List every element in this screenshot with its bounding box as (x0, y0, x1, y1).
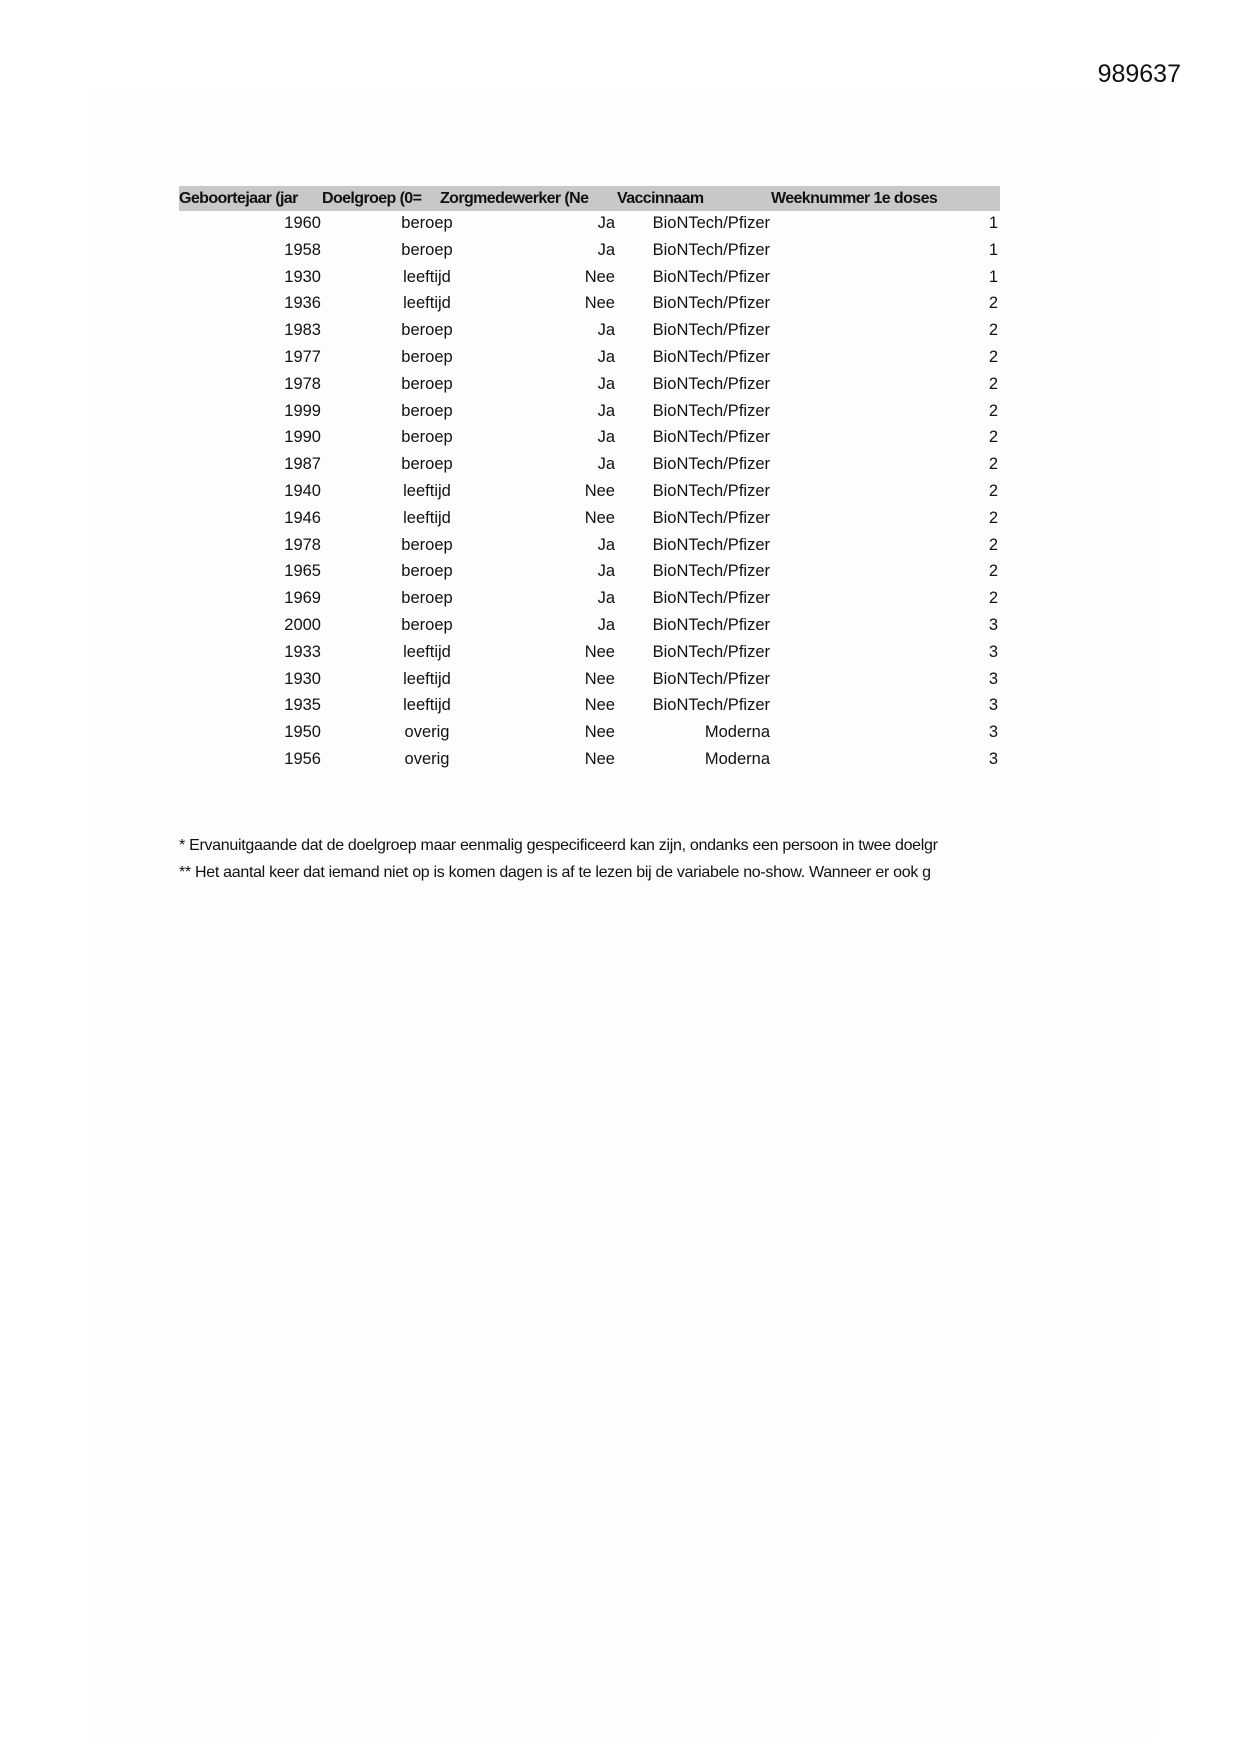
cell-zorgmedewerker: Ja (597, 321, 615, 340)
cell-doelgroep: leeftijd (403, 267, 451, 286)
cell-zorgmedewerker: Nee (584, 642, 615, 661)
cell-zorgmedewerker: Nee (584, 696, 615, 715)
header-weeknummer: Weeknummer 1e doses (771, 190, 938, 207)
cell-vaccinnaam: BioNTech/Pfizer (652, 240, 770, 259)
table-row (179, 291, 1000, 318)
cell-vaccinnaam: BioNTech/Pfizer (652, 562, 770, 581)
cell-geboortejaar: 1933 (284, 642, 321, 661)
vaccination-table (179, 186, 1000, 774)
footnote-2: ** Het aantal keer dat iemand niet op is komen dagen is af te lezen bij de variabele no-show. Wanneer er ook g (179, 864, 931, 881)
table-row (179, 506, 1000, 533)
cell-doelgroep: leeftijd (403, 669, 451, 688)
cell-vaccinnaam: BioNTech/Pfizer (652, 669, 770, 688)
cell-geboortejaar: 1965 (284, 562, 321, 581)
cell-geboortejaar: 1935 (284, 696, 321, 715)
cell-vaccinnaam: BioNTech/Pfizer (652, 535, 770, 554)
header-doelgroep: Doelgroep (0= (322, 190, 422, 207)
cell-vaccinnaam: BioNTech/Pfizer (652, 615, 770, 634)
cell-geboortejaar: 1960 (284, 214, 321, 232)
cell-weeknummer: 3 (988, 669, 998, 688)
cell-vaccinnaam: BioNTech/Pfizer (652, 508, 770, 527)
cell-vaccinnaam: Moderna (704, 723, 770, 742)
table-header-row (179, 186, 1000, 211)
cell-doelgroep: beroep (401, 347, 453, 366)
table-row (179, 613, 1000, 640)
cell-weeknummer: 2 (988, 535, 998, 554)
cell-zorgmedewerker: Ja (597, 589, 615, 608)
cell-weeknummer: 2 (988, 508, 998, 527)
cell-doelgroep: beroep (401, 428, 453, 447)
cell-doelgroep: beroep (401, 615, 453, 634)
cell-vaccinnaam: BioNTech/Pfizer (652, 481, 770, 500)
cell-weeknummer: 3 (988, 749, 998, 768)
cell-geboortejaar: 1936 (284, 294, 321, 313)
cell-weeknummer: 2 (988, 294, 998, 313)
table-row (179, 238, 1000, 265)
cell-geboortejaar: 1969 (284, 589, 321, 608)
header-vaccinnaam: Vaccinnaam (617, 190, 704, 207)
cell-zorgmedewerker: Nee (584, 267, 615, 286)
table-row (179, 693, 1000, 720)
cell-vaccinnaam: BioNTech/Pfizer (652, 401, 770, 420)
table-row (179, 318, 1000, 345)
cell-geboortejaar: 1950 (284, 723, 321, 742)
cell-zorgmedewerker: Ja (597, 240, 615, 259)
cell-zorgmedewerker: Ja (597, 615, 615, 634)
cell-zorgmedewerker: Ja (597, 455, 615, 474)
table-row (179, 747, 1000, 774)
cell-vaccinnaam: BioNTech/Pfizer (652, 642, 770, 661)
cell-zorgmedewerker: Ja (597, 374, 615, 393)
cell-geboortejaar: 1956 (284, 749, 321, 768)
cell-zorgmedewerker: Ja (597, 401, 615, 420)
cell-geboortejaar: 1946 (284, 508, 321, 527)
cell-geboortejaar: 1978 (284, 535, 321, 554)
cell-doelgroep: beroep (401, 562, 453, 581)
cell-geboortejaar: 1987 (284, 455, 321, 474)
header-geboortejaar: Geboortejaar (jar (179, 190, 298, 207)
cell-doelgroep: beroep (401, 321, 453, 340)
cell-geboortejaar: 1930 (284, 267, 321, 286)
cell-vaccinnaam: BioNTech/Pfizer (652, 321, 770, 340)
cell-weeknummer: 2 (988, 562, 998, 581)
table-row (179, 667, 1000, 694)
cell-vaccinnaam: BioNTech/Pfizer (652, 214, 770, 232)
cell-zorgmedewerker: Nee (584, 669, 615, 688)
cell-doelgroep: beroep (401, 455, 453, 474)
cell-weeknummer: 2 (988, 321, 998, 340)
cell-vaccinnaam: BioNTech/Pfizer (652, 347, 770, 366)
table-row (179, 720, 1000, 747)
table-row (179, 559, 1000, 586)
cell-weeknummer: 1 (988, 267, 998, 286)
cell-weeknummer: 2 (988, 589, 998, 608)
cell-weeknummer: 3 (988, 615, 998, 634)
cell-zorgmedewerker: Ja (597, 214, 615, 232)
cell-zorgmedewerker: Nee (584, 723, 615, 742)
cell-weeknummer: 2 (988, 481, 998, 500)
cell-geboortejaar: 1978 (284, 374, 321, 393)
cell-vaccinnaam: BioNTech/Pfizer (652, 267, 770, 286)
cell-doelgroep: beroep (401, 401, 453, 420)
cell-weeknummer: 1 (988, 240, 998, 259)
document-number: 989637 (1097, 60, 1181, 88)
table-row (179, 265, 1000, 292)
cell-weeknummer: 3 (988, 723, 998, 742)
cell-zorgmedewerker: Ja (597, 562, 615, 581)
table-row (179, 452, 1000, 479)
footnotes (179, 832, 1069, 886)
cell-doelgroep: leeftijd (403, 294, 451, 313)
cell-doelgroep: leeftijd (403, 696, 451, 715)
table-row (179, 640, 1000, 667)
footnote-1: * Ervanuitgaande dat de doelgroep maar eenmalig gespecificeerd kan zijn, ondanks een persoon in twee doelgr (179, 837, 938, 854)
cell-doelgroep: beroep (401, 374, 453, 393)
cell-vaccinnaam: BioNTech/Pfizer (652, 374, 770, 393)
cell-vaccinnaam: BioNTech/Pfizer (652, 696, 770, 715)
cell-vaccinnaam: BioNTech/Pfizer (652, 455, 770, 474)
table-row (179, 372, 1000, 399)
cell-vaccinnaam: BioNTech/Pfizer (652, 294, 770, 313)
table-row (179, 479, 1000, 506)
cell-vaccinnaam: BioNTech/Pfizer (652, 589, 770, 608)
cell-doelgroep: leeftijd (403, 508, 451, 527)
cell-geboortejaar: 1990 (284, 428, 321, 447)
cell-geboortejaar: 1930 (284, 669, 321, 688)
cell-doelgroep: beroep (401, 589, 453, 608)
table-row (179, 586, 1000, 613)
cell-zorgmedewerker: Ja (597, 535, 615, 554)
cell-zorgmedewerker: Nee (584, 508, 615, 527)
cell-weeknummer: 2 (988, 455, 998, 474)
cell-weeknummer: 2 (988, 374, 998, 393)
cell-geboortejaar: 1958 (284, 240, 321, 259)
cell-doelgroep: beroep (401, 535, 453, 554)
cell-weeknummer: 2 (988, 347, 998, 366)
cell-weeknummer: 2 (988, 401, 998, 420)
cell-doelgroep: leeftijd (403, 481, 451, 500)
cell-weeknummer: 3 (988, 642, 998, 661)
cell-geboortejaar: 1977 (284, 347, 321, 366)
header-zorgmedewerker: Zorgmedewerker (Ne (440, 190, 589, 207)
cell-geboortejaar: 1983 (284, 321, 321, 340)
table-row (179, 345, 1000, 372)
cell-doelgroep: beroep (401, 214, 453, 232)
cell-zorgmedewerker: Nee (584, 294, 615, 313)
table-row (179, 533, 1000, 560)
cell-weeknummer: 2 (988, 428, 998, 447)
cell-zorgmedewerker: Ja (597, 347, 615, 366)
table-row (179, 211, 1000, 238)
cell-weeknummer: 3 (988, 696, 998, 715)
cell-vaccinnaam: Moderna (704, 749, 770, 768)
cell-doelgroep: leeftijd (403, 642, 451, 661)
cell-geboortejaar: 1999 (284, 401, 321, 420)
cell-vaccinnaam: BioNTech/Pfizer (652, 428, 770, 447)
cell-weeknummer: 1 (988, 214, 998, 232)
cell-doelgroep: beroep (401, 240, 453, 259)
table-row (179, 425, 1000, 452)
cell-doelgroep: overig (404, 723, 450, 742)
cell-geboortejaar: 1940 (284, 481, 321, 500)
cell-geboortejaar: 2000 (284, 615, 321, 634)
cell-doelgroep: overig (404, 749, 450, 768)
cell-zorgmedewerker: Nee (584, 481, 615, 500)
cell-zorgmedewerker: Ja (597, 428, 615, 447)
cell-zorgmedewerker: Nee (584, 749, 615, 768)
table-row (179, 399, 1000, 426)
